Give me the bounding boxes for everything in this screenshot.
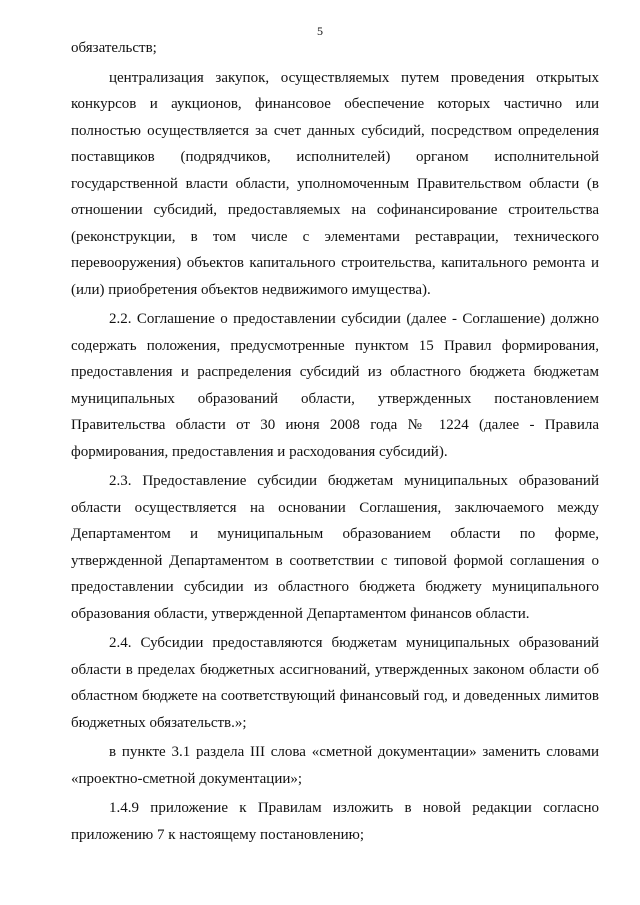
page-number: 5: [317, 24, 323, 38]
paragraph-6: 1.4.9 приложение к Правилам изложить в новой редакции согласно приложению 7 к настоящему постановлению;: [71, 800, 599, 843]
paragraph-4: 2.4. Субсидии предоставляются бюджетам муниципальных образований области в пределах бюджетных ассигнований, утвержденных законом области об областном бюджете на соответствующий финансовый год, и доведенных лимитов бюджетных обязательств.»;: [71, 635, 599, 731]
paragraph-3: 2.3. Предоставление субсидии бюджетам муниципальных образований области осуществляется на основании Соглашения, заключаемого между Департаментом и муниципальным образованием области по форме, утвержденной Департаментом в соответствии с типовой формой соглашения о предоставлении субсидии из областного бюджета бюджету муниципального образования области, утвержденной Департаментом финансов области.: [71, 473, 599, 622]
paragraph-2: 2.2. Соглашение о предоставлении субсидии (далее - Соглашение) должно содержать положения, предусмотренные пунктом 15 Правил формирования, предоставления и распределения субсидий из областного бюджета бюджетам муниципальных образований области, утвержденных постановлением Правительства области от 30 июня 2008 года № 1224 (далее - Правила формирования, предоставления и расходования субсидий).: [71, 311, 599, 460]
paragraph-5: в пункте 3.1 раздела III слова «сметной документации» заменить словами «проектно-сметной документации»;: [71, 744, 599, 787]
paragraph-0: обязательств;: [71, 40, 157, 56]
document-body: [71, 35, 599, 851]
paragraph-1: централизация закупок, осуществляемых путем проведения открытых конкурсов и аукционов, финансовое обеспечение которых частично или полностью осуществляется за счет данных субсидий, посредством определения поставщиков (подрядчиков, исполнителей) органом исполнительной государственной власти области, уполномоченным Правительством области (в отношении субсидий, предоставляемых на софинансирование строительства (реконструкции, в том числе с элементами реставрации, технического перевооружения) объектов капитального строительства, капитального ремонта и (или) приобретения объектов недвижимого имущества).: [71, 69, 599, 298]
